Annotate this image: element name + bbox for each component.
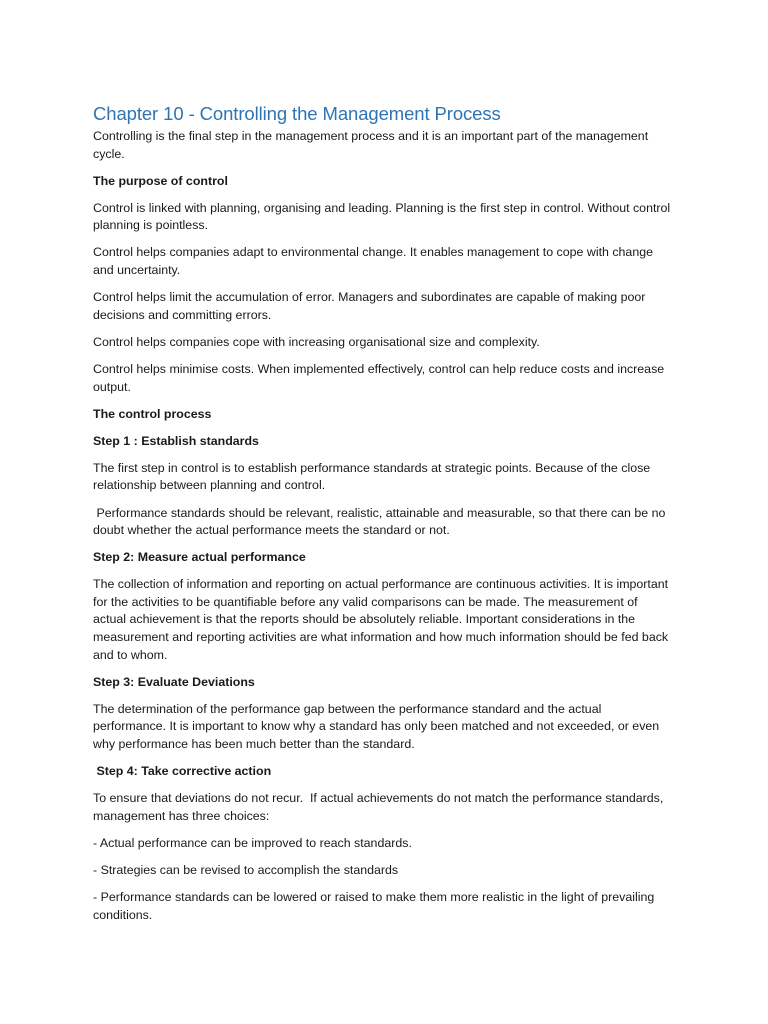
step3-paragraph: The determination of the performance gap between the performance standard and the actual performance. It is important to know why a standard has only been matched and not exceeded, or even why performance has been much better than the standard. [93,701,660,752]
step4-list-item: - Actual performance can be improved to reach standards. [93,835,412,850]
intro-paragraph: Controlling is the final step in the management process and it is an important part of the management cycle. [93,129,649,161]
step3-heading: Step 3: Evaluate Deviations [93,674,255,689]
step2-heading: Step 2: Measure actual performance [93,550,306,565]
step1-heading: Step 1 : Establish standards [93,433,259,448]
step4-list-item: - Strategies can be revised to accomplish the standards [93,863,399,877]
purpose-paragraph: Control helps minimise costs. When implemented effectively, control can help reduce costs and increase output. [93,361,665,394]
section-heading-process: The control process [93,406,212,421]
purpose-paragraph: Control is linked with planning, organising and leading. Planning is the first step in control. Without control planning is pointless. [93,200,671,233]
purpose-paragraph: Control helps companies cope with increasing organisational size and complexity. [93,334,540,349]
document-body [93,102,673,934]
section-heading-purpose: The purpose of control [93,173,228,188]
step4-paragraph: To ensure that deviations do not recur. If actual achievements do not match the performance standards, management has three choices: [93,791,667,823]
purpose-paragraph: Control helps limit the accumulation of error. Managers and subordinates are capable of making poor decisions and committing errors. [93,290,646,322]
step2-paragraph: The collection of information and reporting on actual performance are continuous activities. It is important for the activities to be quantifiable before any valid comparisons can be made. The measurement of actual achievement is that the reports should be absolutely reliable. Important considerations in the measurement and reporting activities are what information and how much information should be fed back and to whom. [93,577,669,662]
step1-paragraph: Performance standards should be relevant, realistic, attainable and measurable, so that there can be no doubt whether the actual performance meets the standard or not. [93,505,669,538]
step4-heading: Step 4: Take corrective action [93,764,272,779]
step4-list-item: - Performance standards can be lowered or raised to make them more realistic in the light of prevailing conditions. [93,890,655,922]
step1-paragraph: The first step in control is to establish performance standards at strategic points. Because of the close relationship between planning and control. [93,460,651,493]
purpose-paragraph: Control helps companies adapt to environmental change. It enables management to cope with change and uncertainty. [93,245,653,278]
page-title: Chapter 10 - Controlling the Management Process [93,103,501,124]
